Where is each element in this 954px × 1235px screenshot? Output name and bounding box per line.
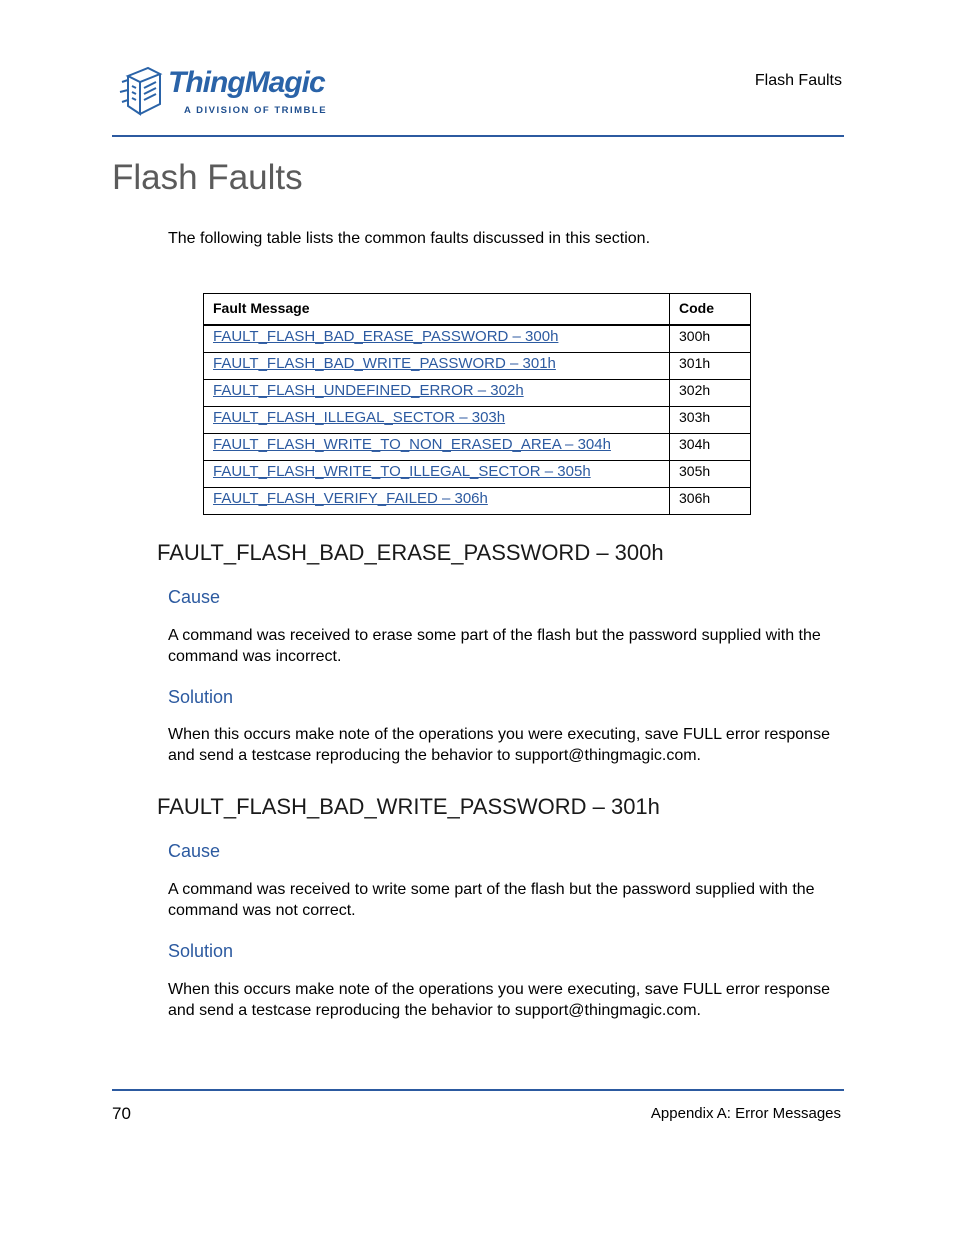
logo-tagline: A DIVISION OF TRIMBLE [184, 105, 328, 116]
solution-heading: Solution [168, 687, 234, 707]
fault-link-301h[interactable]: FAULT_FLASH_BAD_WRITE_PASSWORD – 301h [213, 355, 556, 372]
page-number: 70 [112, 1104, 131, 1123]
thingmagic-logo-icon [118, 62, 166, 118]
fault-table [203, 293, 751, 515]
fault-code: 304h [670, 434, 751, 461]
table-row [204, 326, 751, 353]
fault-link-300h[interactable]: FAULT_FLASH_BAD_ERASE_PASSWORD – 300h [213, 328, 559, 345]
thingmagic-logo [118, 62, 338, 122]
cause-heading: Cause [168, 587, 221, 607]
fault-code: 301h [670, 353, 751, 380]
table-row [204, 434, 751, 461]
fault-code: 302h [670, 380, 751, 407]
fault-link-303h[interactable]: FAULT_FLASH_ILLEGAL_SECTOR – 303h [213, 409, 506, 426]
cause-paragraph: A command was received to erase some part of the flash but the password supplied with the command was incorrect. [168, 627, 821, 665]
section-heading-301h: FAULT_FLASH_BAD_WRITE_PASSWORD – 301h [157, 794, 660, 819]
fault-link-302h[interactable]: FAULT_FLASH_UNDEFINED_ERROR – 302h [213, 382, 524, 399]
fault-code: 300h [670, 326, 751, 353]
fault-code: 306h [670, 488, 751, 515]
table-row [204, 353, 751, 380]
solution-heading: Solution [168, 941, 234, 961]
cause-heading: Cause [168, 841, 221, 861]
running-header-title: Flash Faults [754, 72, 842, 89]
page-title: Flash Faults [112, 158, 303, 197]
fault-code: 305h [670, 461, 751, 488]
table-row [204, 380, 751, 407]
fault-link-304h[interactable]: FAULT_FLASH_WRITE_TO_NON_ERASED_AREA – 304h [213, 436, 611, 453]
header-divider [112, 135, 844, 137]
column-header-code: Code [670, 294, 751, 325]
column-header-fault-message: Fault Message [204, 294, 670, 325]
solution-paragraph: When this occurs make note of the operations you were executing, save FULL error response and send a testcase reproducing the behavior to support@thingmagic.com. [168, 726, 830, 764]
section-heading-300h: FAULT_FLASH_BAD_ERASE_PASSWORD – 300h [157, 540, 664, 565]
intro-paragraph: The following table lists the common faults discussed in this section. [168, 230, 651, 247]
logo-wordmark: ThingMagic [168, 66, 325, 99]
footer-divider [112, 1089, 844, 1091]
footer-title: Appendix A: Error Messages [650, 1105, 841, 1122]
cause-paragraph: A command was received to write some part of the flash but the password supplied with the command was not correct. [168, 881, 815, 919]
fault-link-305h[interactable]: FAULT_FLASH_WRITE_TO_ILLEGAL_SECTOR – 305h [213, 463, 591, 480]
page-header [112, 58, 844, 138]
fault-code: 303h [670, 407, 751, 434]
table-row [204, 407, 751, 434]
solution-paragraph: When this occurs make note of the operations you were executing, save FULL error response and send a testcase reproducing the behavior to support@thingmagic.com. [168, 981, 830, 1019]
fault-link-306h[interactable]: FAULT_FLASH_VERIFY_FAILED – 306h [213, 490, 488, 507]
table-row [204, 461, 751, 488]
table-header-row [204, 294, 751, 325]
table-row [204, 488, 751, 515]
